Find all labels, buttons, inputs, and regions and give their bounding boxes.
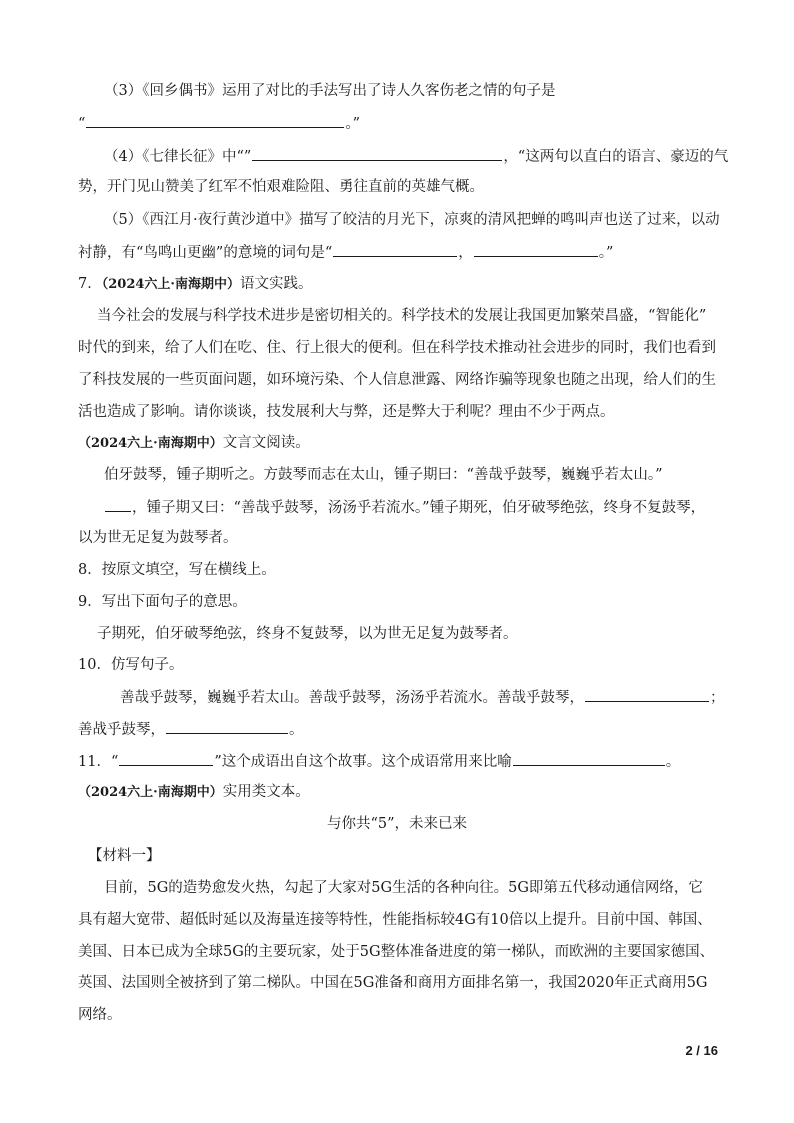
q7-paragraph-1: 当今社会的发展与科学技术进步是密切相关的。科学技术的发展让我国更加繁荣昌盛，“智能化” (97, 308, 707, 324)
material-paragraph-4: 英国、法国则全被挤到了第二梯队。中国在5G准备和商用方面排名第一，我国2020年正式商用5G (78, 975, 708, 991)
answer-blank[interactable] (119, 751, 213, 766)
answer-blank[interactable] (86, 113, 344, 128)
q6-item4-continued: 势，开门见山赞美了红军不怕艰难险阻、勇往直前的英雄气概。 (78, 179, 484, 195)
material-label: 【材料一】 (88, 848, 161, 864)
material-paragraph-1: 目前，5G的造势愈发火热，勾起了大家对5G生活的各种向往。5G即第五代移动通信网络，它 (104, 880, 703, 896)
answer-blank[interactable] (585, 687, 709, 702)
material-paragraph-2: 具有超大宽带、超低时延以及海量连接等特性，性能指标较4G有10倍以上提升。目前中国、韩国、 (78, 912, 712, 928)
q6-item3-text: （3）《回乡偶书》运用了对比的手法写出了诗人久客伤老之情的句子是 (104, 83, 556, 99)
article-title: 与你共“5”，未来已来 (326, 816, 468, 832)
q9-heading: 9．写出下面句子的意思。 (78, 594, 247, 610)
source-tag: （2024六上·南海期中） (78, 785, 223, 800)
q6-item4-line: （4）《七律长征》中“” ，“这两句以直白的语言、豪迈的气 (104, 146, 794, 167)
q10-sentence-2: 善战乎鼓琴， 。 (78, 719, 794, 740)
q11-line: 11．“ ”这个成语出自这个故事。这个成语常用来比喻 。 (78, 751, 794, 772)
answer-blank[interactable] (252, 146, 502, 161)
q7-paragraph-3: 了科技发展的一些页面问题，如环境污染、个人信息泄露、网络诈骗等现象也随之出现，给人们的生 (78, 372, 716, 388)
q6-item3-line (104, 81, 794, 101)
page-number: 2 / 16 (685, 1043, 718, 1058)
classical-heading: （2024六上·南海期中）文言文阅读。 (78, 435, 310, 451)
practical-heading: （2024六上·南海期中）实用类文本。 (78, 784, 310, 800)
q10-sentence-1: 善哉乎鼓琴，巍巍乎若太山。善哉乎鼓琴，汤汤乎若流水。善哉乎鼓琴， ； (120, 687, 794, 708)
answer-blank[interactable] (166, 719, 288, 734)
source-tag: （2024六上·南海期中） (78, 436, 223, 451)
answer-blank[interactable] (474, 242, 598, 257)
q10-heading: 10．仿写句子。 (78, 657, 184, 673)
q8-heading: 8．按原文填空，写在横线上。 (78, 562, 276, 578)
classical-paragraph-2: ，锺子期又曰：“善哉乎鼓琴，汤汤乎若流水。”锺子期死，伯牙破琴绝弦，终身不复鼓琴， (104, 497, 794, 518)
material-paragraph-3: 美国、日本已成为全球5G的主要玩家，处于5G整体准备进度的第一梯队，而欧洲的主要国家德国、 (78, 944, 715, 960)
material-paragraph-5: 网络。 (78, 1007, 122, 1023)
q9-sentence: 子期死，伯牙破琴绝弦，终身不复鼓琴，以为世无足复为鼓琴者。 (97, 626, 518, 642)
q7-paragraph-4: 活也造成了影响。请你谈谈，技发展利大与弊，还是弊大于利呢？理由不少于两点。 (78, 404, 615, 420)
classical-paragraph-3: 以为世无足复为鼓琴者。 (78, 530, 238, 546)
q6-item5-line: （5）《西江月·夜行黄沙道中》描写了皎洁的月光下，凉爽的清风把蝉的鸣叫声也送了过来，以动 (104, 212, 720, 228)
q7-paragraph-2: 时代的到来，给了人们在吃、住、行上很大的便利。但在科学技术推动社会进步的同时，我们也看到 (78, 340, 716, 356)
q7-heading: 7．（2024六上·南海期中）语文实践。 (78, 276, 313, 292)
source-tag: （2024六上·南海期中） (101, 277, 240, 292)
classical-paragraph-1: 伯牙鼓琴，锺子期听之。方鼓琴而志在太山，锺子期曰：“善哉乎鼓琴，巍巍乎若太山。” (104, 467, 663, 483)
q6-item3-answer-line: “ 。” (78, 113, 794, 134)
q6-item5-continued: 衬静，有“鸟鸣山更幽”的意境的词句是“ ， 。” (78, 242, 794, 263)
answer-blank[interactable] (333, 242, 457, 257)
answer-blank[interactable] (105, 497, 131, 512)
answer-blank[interactable] (513, 751, 665, 766)
